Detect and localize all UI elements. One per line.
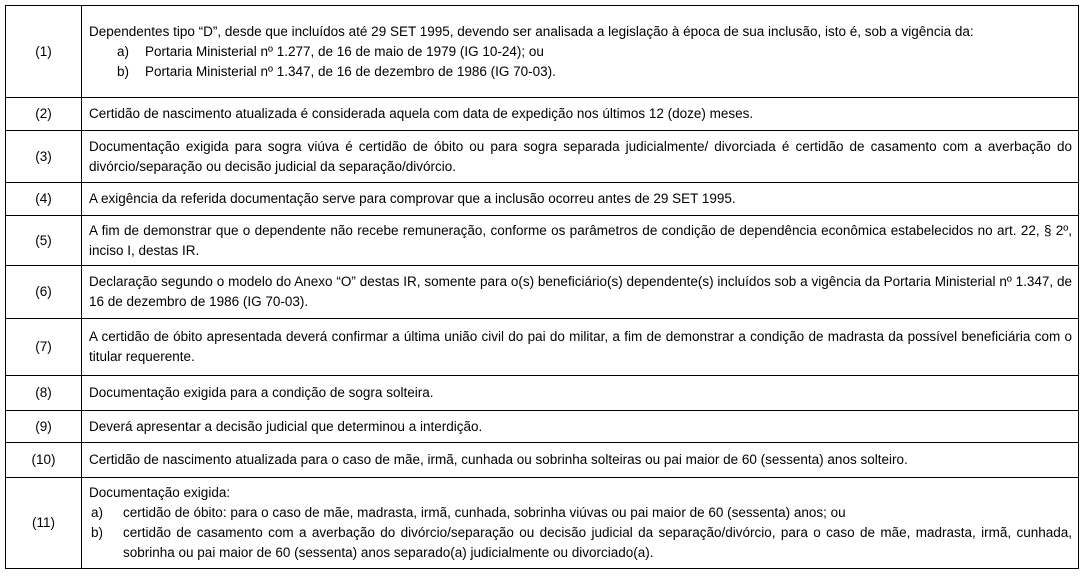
table-row xyxy=(6,443,1079,478)
item-label: b) xyxy=(91,525,104,540)
item-text: Portaria Ministerial nº 1.277, de 16 de maio de 1979 (IG 10-24); ou xyxy=(145,43,544,59)
row-number: (8) xyxy=(6,376,82,411)
row-text xyxy=(82,6,1079,98)
table-row xyxy=(6,6,1079,98)
row-number: (7) xyxy=(6,319,82,376)
row-text: Documentação exigida para a condição de sogra solteira. xyxy=(82,376,1079,411)
row-number: (10) xyxy=(6,443,82,478)
table-row xyxy=(6,216,1079,266)
item-label: b) xyxy=(117,63,130,79)
row-text: A exigência da referida documentação serve para comprovar que a inclusão ocorreu antes de 29 SET 1995. xyxy=(82,183,1079,216)
item-text: Portaria Ministerial nº 1.347, de 16 de dezembro de 1986 (IG 70-03). xyxy=(145,63,556,79)
row-number: (2) xyxy=(6,98,82,131)
notes-table xyxy=(5,5,1079,569)
row-text xyxy=(82,478,1079,569)
table-row xyxy=(6,131,1079,183)
list-item xyxy=(89,42,1072,62)
list-item xyxy=(89,523,1072,563)
row-number: (1) xyxy=(6,6,82,98)
row-text: A certidão de óbito apresentada deverá confirmar a última união civil do pai do militar, a fim de demonstrar a condição de madrasta da possível beneficiária com o titular requerente. xyxy=(82,319,1079,376)
row-number: (3) xyxy=(6,131,82,183)
row-number: (6) xyxy=(6,266,82,319)
row-text: Certidão de nascimento atualizada é considerada aquela com data de expedição nos últimos 12 (doze) meses. xyxy=(82,98,1079,131)
table-row xyxy=(6,478,1079,569)
item-text: certidão de casamento com a averbação do divórcio/separação ou decisão judicial da separação/divórcio, para o caso de mãe, madrasta, irmã, cunhada, sobrinha ou pai maior de 60 (sessenta) anos separado(a) judicialmente ou divorciado(a). xyxy=(123,525,1072,560)
row-number: (5) xyxy=(6,216,82,266)
table-row xyxy=(6,98,1079,131)
row-text: Documentação exigida para sogra viúva é certidão de óbito ou para sogra separada judicialmente/ divorciada é certidão de casamento com a averbação do divórcio/separação ou decisão judicial da separação/divórcio. xyxy=(82,131,1079,183)
list-item xyxy=(89,62,1072,82)
row-text: Deverá apresentar a decisão judicial que determinou a interdição. xyxy=(82,411,1079,443)
row-text: A fim de demonstrar que o dependente não recebe remuneração, conforme os parâmetros de condição de dependência econômica estabelecidos no art. 22, § 2º, inciso I, destas IR. xyxy=(82,216,1079,266)
row-number: (9) xyxy=(6,411,82,443)
row-number: (4) xyxy=(6,183,82,216)
table-row xyxy=(6,183,1079,216)
row-number: (11) xyxy=(6,478,82,569)
item-text: certidão de óbito: para o caso de mãe, madrasta, irmã, cunhada, sobrinha viúvas ou pai maior de 60 (sessenta) anos; ou xyxy=(123,505,846,520)
row-text: Declaração segundo o modelo do Anexo “O” destas IR, somente para o(s) beneficiário(s) dependente(s) incluídos sob a vigência da Portaria Ministerial nº 1.347, de 16 de dezembro de 1986 (IG 70-03). xyxy=(82,266,1079,319)
table-row xyxy=(6,411,1079,443)
item-label: a) xyxy=(91,505,104,520)
list-item xyxy=(89,503,1072,523)
row-text: Certidão de nascimento atualizada para o caso de mãe, irmã, cunhada ou sobrinha solteiras ou pai maior de 60 (sessenta) anos solteiro. xyxy=(82,443,1079,478)
row-intro: Dependentes tipo “D”, desde que incluídos até 29 SET 1995, devendo ser analisada a legislação à época de sua inclusão, isto é, sob a vigência da: xyxy=(89,23,974,39)
table-row xyxy=(6,319,1079,376)
item-label: a) xyxy=(117,43,130,59)
table-row xyxy=(6,266,1079,319)
table-row xyxy=(6,376,1079,411)
row-intro: Documentação exigida: xyxy=(89,485,231,500)
